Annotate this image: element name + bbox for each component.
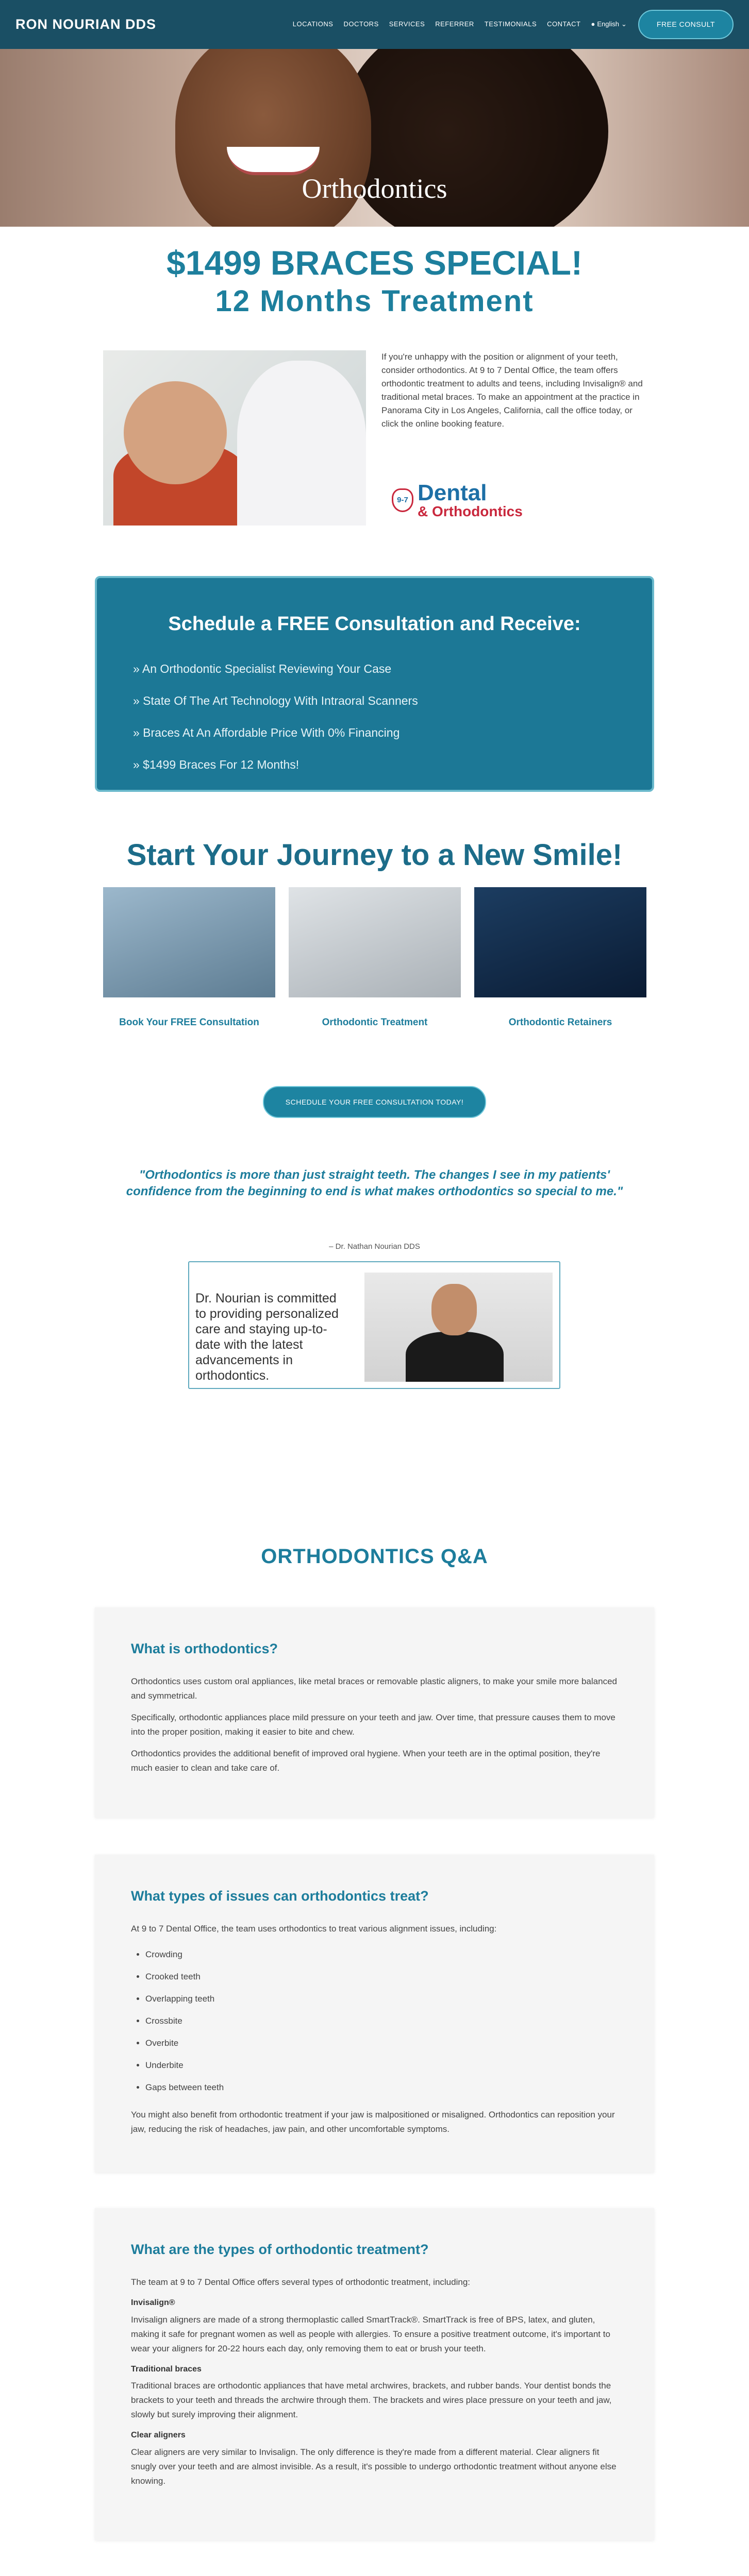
site-logo[interactable]: RON NOURIAN DDS — [15, 16, 157, 32]
nav-contact[interactable]: CONTACT — [547, 20, 581, 28]
dental-office-photo — [103, 887, 275, 997]
qa-subheading: Traditional braces — [131, 2364, 202, 2374]
card-orthodontic-treatment[interactable] — [289, 887, 461, 1030]
qa-answer: The team at 9 to 7 Dental Office offers several types of orthodontic treatment, including: — [131, 2277, 471, 2287]
qa-answer: Orthodontics provides the additional benefit of improved oral hygiene. When your teeth are in the optimal position, they're much easier to clean and take care of. — [131, 1748, 601, 1773]
qa-answer: Traditional braces are orthodontic appliances that have metal archwires, brackets, and rubber bands. Your dentist bonds the brackets to your teeth and threads the archwire through them. The brackets and wires place pressure on your teeth and jaw, slowly but surely improving their alignment. — [131, 2381, 612, 2420]
list-item: • Crossbite — [145, 2010, 618, 2032]
consultation-item: » State Of The Art Technology With Intraoral Scanners — [133, 693, 418, 707]
qa-subheading: Invisalign® — [131, 2298, 175, 2307]
photo-shape — [431, 1284, 477, 1335]
teeth-model-photo — [289, 887, 461, 997]
issues-list — [145, 1943, 618, 2098]
special-duration: 12 Months Treatment — [215, 284, 534, 318]
qa-subheading: Clear aligners — [131, 2431, 186, 2440]
qa-card — [95, 1607, 654, 1818]
qa-answer: At 9 to 7 Dental Office, the team uses orthodontics to treat various alignment issues, including: — [131, 1923, 497, 1934]
schedule-consultation-button[interactable]: SCHEDULE YOUR FREE CONSULTATION TODAY! — [263, 1086, 486, 1118]
card-label[interactable]: Book Your FREE Consultation — [119, 1017, 259, 1028]
list-item: • Crooked teeth — [145, 1965, 618, 1988]
language-selector[interactable] — [591, 19, 627, 29]
doctor-quote: "Orthodontics is more than just straight teeth. The changes I see in my patients' confidence from the beginning to end is what makes orthodontics so special to me." — [126, 1168, 623, 1198]
braces-special — [0, 242, 749, 319]
list-item: • Overbite — [145, 2032, 618, 2054]
quote-attribution: – Dr. Nathan Nourian DDS — [329, 1242, 420, 1251]
photo-shape — [406, 1332, 504, 1382]
hero-title: Orthodontics — [302, 173, 447, 204]
card-book-consultation[interactable] — [103, 887, 275, 1030]
doctor-photo — [364, 1273, 553, 1382]
dental-orthodontics-logo — [392, 482, 523, 519]
logo-text-bottom: & Orthodontics — [418, 503, 523, 519]
retainer-photo — [474, 887, 646, 997]
special-price: $1499 BRACES SPECIAL! — [167, 244, 582, 282]
card-label[interactable]: Orthodontic Retainers — [508, 1017, 612, 1028]
qa-card — [95, 2208, 654, 2540]
nav-doctors[interactable]: DOCTORS — [343, 20, 379, 28]
consultation-item: » $1499 Braces For 12 Months! — [133, 757, 299, 771]
photo-shape — [237, 361, 366, 526]
consultation-box — [95, 576, 654, 792]
consultation-item: » An Orthodontic Specialist Reviewing Your Case — [133, 662, 392, 675]
qa-answer: Clear aligners are very similar to Invisalign. The only difference is they're made from a different material. Clear aligners fit snugly over your teeth and are almost invisible. As a result, it's possible to undergo orthodontic treatment without anyone else knowing. — [131, 2447, 617, 2486]
logo-text-top: Dental — [418, 480, 487, 505]
free-consult-button[interactable]: FREE CONSULT — [638, 10, 734, 40]
journey-title: Start Your Journey to a New Smile! — [126, 838, 623, 872]
list-item: • Overlapping teeth — [145, 1988, 618, 2010]
doctor-text: Dr. Nourian is committed to providing personalized care and staying up-to-date with the latest advancements in orthodontics. — [195, 1291, 339, 1383]
list-item: • Crowding — [145, 1943, 618, 1965]
qa-title: ORTHODONTICS Q&A — [261, 1545, 488, 1568]
qa-question: What are the types of orthodontic treatment? — [131, 2242, 429, 2257]
chevron-down-icon: ⌄ — [621, 20, 627, 28]
language-label: English — [597, 20, 619, 28]
photo-shape — [124, 381, 227, 484]
hero-banner — [0, 49, 749, 227]
nav-testimonials[interactable]: TESTIMONIALS — [484, 20, 537, 28]
qa-answer: You might also benefit from orthodontic treatment if your jaw is malpositioned or misaligned. Orthodontics can reposition your jaw, reducing the risk of headaches, jaw pain, and other uncomfortable symptoms. — [131, 2109, 615, 2134]
qa-answer: Invisalign aligners are made of a strong thermoplastic called SmartTrack®. SmartTrack is free of BPS, latex, and gluten, making it safe for pregnant women as well as people with allergies. To ensure a positive treatment outcome, it's important to wear your aligners for 20-22 hours each day, only removing them to eat or brush your teeth. — [131, 2314, 610, 2353]
qa-card — [95, 1855, 654, 2173]
main-nav — [293, 19, 581, 29]
nav-locations[interactable]: LOCATIONS — [292, 20, 334, 28]
card-orthodontic-retainers[interactable] — [474, 887, 646, 1030]
list-item: • Gaps between teeth — [145, 2076, 618, 2098]
dentist-patient-photo — [103, 350, 366, 526]
consultation-item: » Braces At An Affordable Price With 0% Financing — [133, 725, 400, 739]
consultation-title: Schedule a FREE Consultation and Receive: — [168, 613, 581, 635]
qa-answer: Specifically, orthodontic appliances place mild pressure on your teeth and jaw. Over time, that pressure causes them to move into the proper position, making it easier to bite and chew. — [131, 1712, 615, 1737]
site-header — [0, 0, 749, 49]
qa-question: What types of issues can orthodontics treat? — [131, 1888, 429, 1904]
tooth-icon: 9-7 — [392, 488, 413, 512]
globe-icon: ● — [591, 20, 595, 28]
nav-referrer[interactable]: REFERRER — [435, 20, 474, 28]
qa-question: What is orthodontics? — [131, 1641, 278, 1656]
consultation-list — [133, 653, 616, 781]
nav-services[interactable]: SERVICES — [389, 20, 425, 28]
list-item: • Underbite — [145, 2054, 618, 2076]
qa-answer: Orthodontics uses custom oral appliances, like metal braces or removable plastic aligners, to make your smile more balanced and symmetrical. — [131, 1676, 617, 1701]
card-label[interactable]: Orthodontic Treatment — [322, 1017, 428, 1028]
doctor-box — [188, 1261, 560, 1389]
intro-text: If you're unhappy with the position or alignment of your teeth, consider orthodontics. At 9 to 7 Dental Office, the team offers orthodontic treatment to adults and teens, including Invisalign® and traditional metal braces. To make an appointment at the practice in Panorama City in Los Angeles, California, call the office today, or click the online booking feature. — [381, 352, 643, 429]
